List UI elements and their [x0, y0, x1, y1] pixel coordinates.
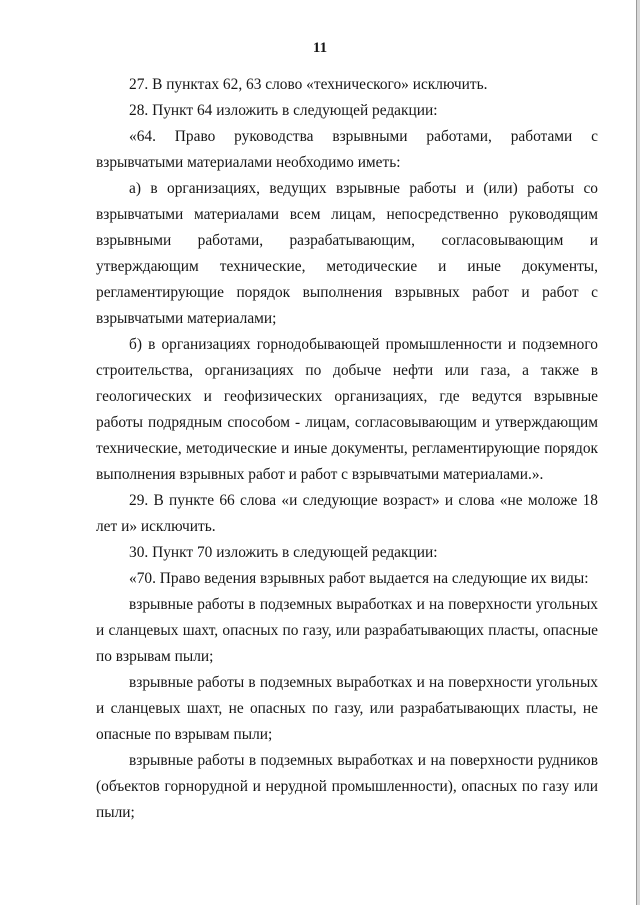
paragraph-blasting-type-2: взрывные работы в подземных выработках и на поверхности угольных и сланцевых шахт, не опасных по газу, или разрабатывающих пласты, не опасные по взрывам пыли;: [96, 674, 598, 743]
paragraph-item-29: 29. В пункте 66 слова «и следующие возраст» и слова «не моложе 18 лет и» исключить.: [96, 492, 598, 535]
paragraph-item-30: 30. Пункт 70 изложить в следующей редакции:: [129, 544, 438, 561]
paragraph-item-28: 28. Пункт 64 изложить в следующей редакции:: [129, 102, 438, 119]
paragraph-blasting-type-1: взрывные работы в подземных выработках и на поверхности угольных и сланцевых шахт, опасных по газу, или разрабатывающих пласты, опасные по взрывам пыли;: [96, 596, 598, 665]
paragraph-blasting-type-3: взрывные работы в подземных выработках и на поверхности рудников (объектов горнорудной и нерудной промышленности), опасных по газу или пыли;: [96, 752, 598, 821]
paragraph-quote-64: «64. Право руководства взрывными работами, работами с взрывчатыми материалами необходимо иметь:: [96, 128, 598, 171]
page-number: 11: [312, 40, 328, 56]
document-body: [96, 72, 598, 826]
paragraph-quote-70: «70. Право ведения взрывных работ выдается на следующие их виды:: [129, 570, 589, 587]
paragraph-subitem-b: б) в организациях горнодобывающей промышленности и подземного строительства, организациях по добыче нефти или газа, а также в геологических и геофизических организациях, где ведутся взрывные работы подрядным способом - лицам, согласовывающим и утверждающим технические, методические и иные документы, регламентирующие порядок выполнения взрывных работ и работ с взрывчатыми материалами.».: [96, 336, 598, 483]
paragraph-item-27: 27. В пунктах 62, 63 слово «технического» исключить.: [129, 76, 488, 93]
paragraph-subitem-a: а) в организациях, ведущих взрывные работы и (или) работы со взрывчатыми материалами всем лицам, непосредственно руководящим взрывными работами, разрабатывающим, согласовывающим и утверждающим технические, методические и иные документы, регламентирующие порядок выполнения взрывных работ и работ с взрывчатыми материалами;: [96, 180, 598, 327]
